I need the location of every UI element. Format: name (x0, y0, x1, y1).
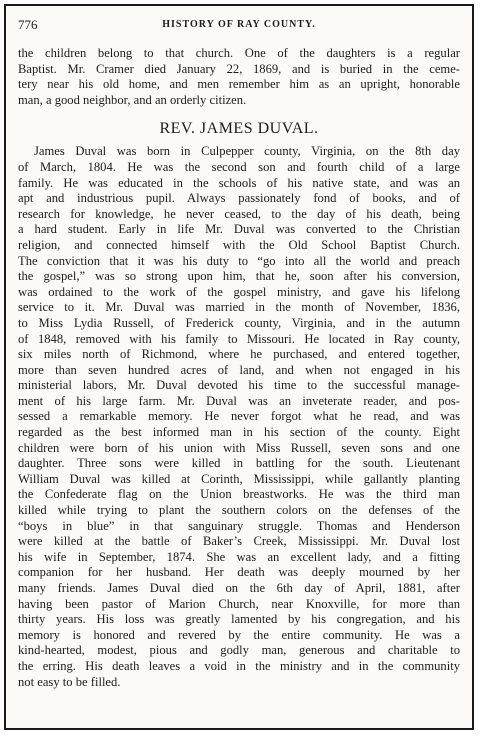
text-line: kind-hearted, modest, pious and godly man, generous and charitable to (18, 643, 460, 658)
text-line: The conviction that it was his duty to “go into all the world and preach (18, 253, 460, 268)
text-line: more than seven hundred acres of land, and when not engaged in his (18, 362, 460, 377)
text-line: “boys in blue” in that sanguinary struggle. Thomas and Henderson (18, 518, 460, 533)
text-line: ment of his large farm. Mr. Duval was an inveterate reader, and pos- (18, 393, 460, 408)
text-line: of March, 1804. He was the second son and fourth child of a large (18, 159, 460, 174)
book-page (4, 4, 474, 730)
text-line: James Duval was born in Culpepper county, Virginia, on the 8th day (34, 144, 460, 159)
text-line: many friends. James Duval died on the 6th day of April, 1881, after (18, 581, 460, 595)
text-line: six miles north of Richmond, where he purchased, and entered together, (18, 347, 460, 362)
text-line: to Miss Lydia Russell, of Frederick county, Virginia, and in the autumn (18, 315, 460, 330)
text-line: thirty years. His loss was greatly lamented by his congregation, and his (18, 612, 460, 627)
text-line: William Duval was killed at Corinth, Mississippi, while gallantly planting (18, 471, 460, 486)
text-line: sessed a remarkable memory. He never forgot what he read, and was (18, 409, 460, 424)
text-line: having been pastor of Marion Church, near Knoxville, for more than (18, 596, 460, 611)
section-heading: REV. JAMES DUVAL. (159, 120, 319, 138)
running-title: HISTORY OF RAY COUNTY. (162, 19, 316, 30)
text-line: the Confederate flag on the Union breastworks. He was the third man (18, 487, 460, 502)
body-text (18, 46, 460, 690)
text-line: was ordained to the work of the gospel ministry, and gave his lifelong (18, 284, 460, 299)
text-line: the children belong to that church. One of the daughters is a regular (18, 46, 460, 60)
text-line: of 1848, removed with his family to Missouri. He located in Ray county, (18, 331, 460, 346)
text-line: regarded as the best informed man in his section of the county. Eight (18, 425, 460, 440)
text-line: the gospel,” was so strong upon him, that he, soon after his conversion, (18, 269, 460, 284)
biography-paragraph (18, 144, 460, 690)
text-line: memory is honored and revered by the entire community. He was a (18, 627, 460, 642)
running-head (18, 16, 460, 34)
text-line: not easy to be filled. (18, 674, 121, 689)
page-number: 776 (18, 17, 38, 32)
text-line: children were born of his union with Miss Russell, seven sons and one (18, 440, 460, 455)
text-line: his wife in September, 1874. She was an excellent lady, and a fitting (18, 549, 460, 564)
text-line: Baptist. Mr. Cramer died January 22, 1869, and is buried in the ceme- (18, 61, 460, 76)
text-line: the erring. His death leaves a void in the ministry and in the community (18, 658, 460, 673)
text-line: a hard student. Early in life Mr. Duval was converted to the Christian (18, 222, 460, 237)
text-line: man, a good neighbor, and an orderly citizen. (18, 92, 247, 107)
text-line: tery near his old home, and men remember him as an upright, honorable (18, 77, 460, 92)
text-line: family. He was educated in the schools of his native state, and was an (18, 175, 460, 190)
text-line: service to it. Mr. Duval was married in the month of November, 1836, (18, 300, 460, 315)
text-line: religion, and connected himself with the Old School Baptist Church. (18, 237, 460, 252)
text-line: companion for her husband. Her death was deeply mourned by her (18, 565, 460, 580)
text-line: killed while trying to plant the southern colors on the defenses of the (18, 503, 460, 518)
text-line: daughter. Three sons were killed in battling for the south. Lieutenant (18, 456, 460, 471)
text-line: ministerial labors, Mr. Duval devoted his time to the successful manage- (18, 378, 460, 393)
text-line: apt and industrious pupil. Always passionately fond of books, and of (18, 191, 460, 206)
text-line: research for knowledge, he never ceased, to the day of his death, being (18, 206, 460, 221)
intro-paragraph (18, 46, 460, 108)
text-line: were killed at the battle of Baker’s Creek, Mississippi. Mr. Duval lost (18, 534, 460, 549)
